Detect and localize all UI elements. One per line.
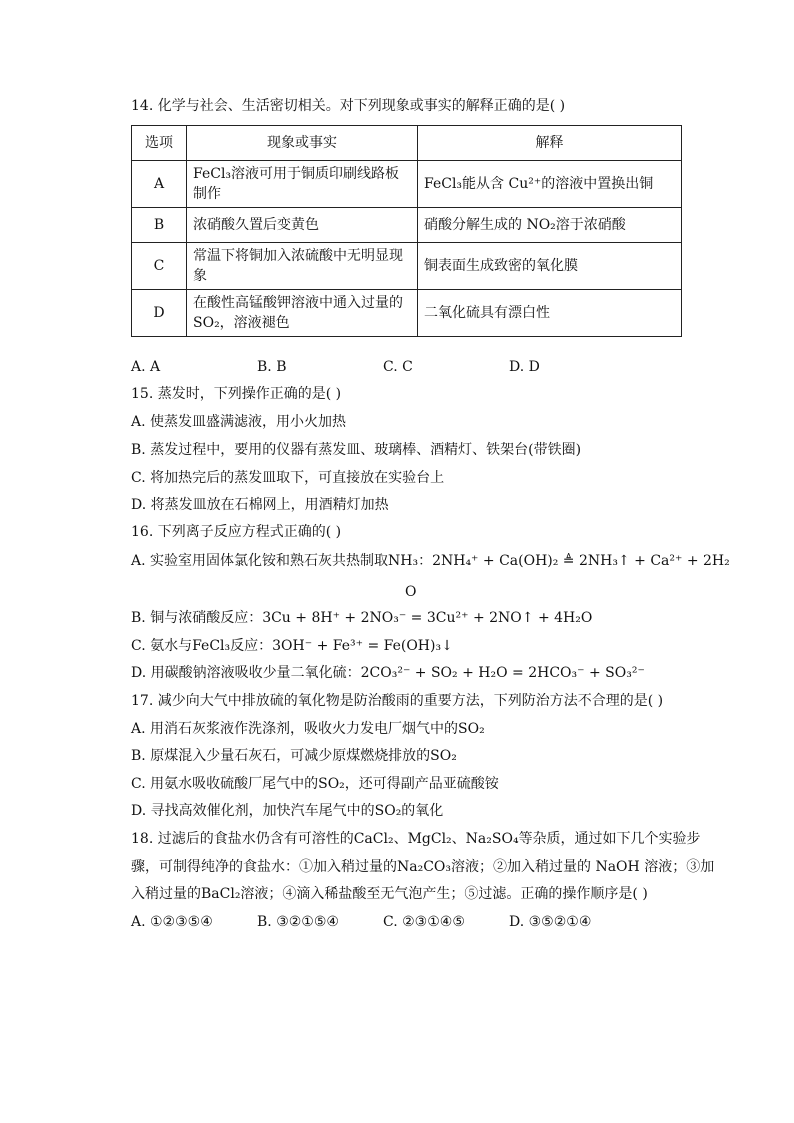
table-row [132, 290, 682, 337]
row-reason: 铜表面生成致密的氧化膜 [418, 243, 682, 290]
question-17-option-d[interactable]: D. 寻找高效催化剂，加快汽车尾气中的SO₂的氧化 [131, 803, 444, 819]
row-fact: 在酸性高锰酸钾溶液中通入过量的 SO₂，溶液褪色 [187, 290, 418, 337]
choice-b[interactable]: B. ③②①⑤④ [257, 914, 339, 930]
question-17-option-a[interactable]: A. 用消石灰浆液作洗涤剂，吸收火力发电厂烟气中的SO₂ [131, 721, 485, 737]
question-16-option-a[interactable]: A. 实验室用固体氯化铵和熟石灰共热制取NH₃：2NH₄⁺ + Ca(OH)₂ ≜ 2NH₃↑ + Ca²⁺ + 2H₂ [131, 553, 730, 569]
question-18-stem-line-2: 骤，可制得纯净的食盐水：①加入稍过量的Na₂CO₃溶液；②加入稍过量的 NaOH 溶液；③加 [131, 859, 715, 875]
choice-d[interactable]: D. D [509, 359, 540, 375]
question-17-option-b[interactable]: B. 原煤混入少量石灰石，可减少原煤燃烧排放的SO₂ [131, 748, 457, 764]
row-fact: 常温下将铜加入浓硫酸中无明显现象 [187, 243, 418, 290]
question-16-option-d[interactable]: D. 用碳酸钠溶液吸收少量二氧化硫：2CO₃²⁻ + SO₂ + H₂O = 2HCO₃⁻ + SO₃²⁻ [131, 665, 645, 681]
row-reason: FeCl₃能从含 Cu²⁺的溶液中置换出铜 [418, 161, 682, 208]
header-fact: 现象或事实 [187, 126, 418, 161]
question-15-option-a[interactable]: A. 使蒸发皿盛满滤液，用小火加热 [131, 414, 347, 430]
choice-d[interactable]: D. ③⑤②①④ [509, 914, 592, 930]
row-option: D [132, 290, 187, 337]
question-16-option-b[interactable]: B. 铜与浓硝酸反应：3Cu + 8H⁺ + 2NO₃⁻ = 3Cu²⁺ + 2NO↑ + 4H₂O [131, 610, 593, 626]
choice-c[interactable]: C. C [383, 359, 413, 375]
table-row [132, 243, 682, 290]
table-row [132, 161, 682, 208]
choice-a[interactable]: A. ①②③⑤④ [131, 914, 213, 930]
header-reason: 解释 [418, 126, 682, 161]
row-option: A [132, 161, 187, 208]
row-option: B [132, 208, 187, 243]
question-18-stem-line-3: 入稍过量的BaCl₂溶液；④滴入稀盐酸至无气泡产生；⑤过滤。正确的操作顺序是( ) [131, 886, 648, 902]
question-17-option-c[interactable]: C. 用氨水吸收硫酸厂尾气中的SO₂，还可得副产品亚硫酸铵 [131, 776, 499, 792]
question-16-option-c[interactable]: C. 氨水与FeCl₃反应：3OH⁻ + Fe³⁺ = Fe(OH)₃↓ [131, 638, 453, 654]
row-fact: 浓硝酸久置后变黄色 [187, 208, 418, 243]
row-reason: 二氧化硫具有漂白性 [418, 290, 682, 337]
choice-a[interactable]: A. A [131, 359, 161, 375]
question-18-stem-line-1: 18. 过滤后的食盐水仍含有可溶性的CaCl₂、MgCl₂、Na₂SO₄等杂质，通过如下几个实验步 [131, 831, 701, 847]
choice-b[interactable]: B. B [257, 359, 287, 375]
question-15-option-d[interactable]: D. 将蒸发皿放在石棉网上，用酒精灯加热 [131, 497, 389, 513]
question-14-stem: 14. 化学与社会、生活密切相关。对下列现象或事实的解释正确的是( ) [131, 98, 566, 114]
question-16-stem: 16. 下列离子反应方程式正确的( ) [131, 524, 342, 540]
explanation-table [131, 125, 682, 337]
choice-c[interactable]: C. ②③①④⑤ [383, 914, 465, 930]
row-fact: FeCl₃溶液可用于铜质印刷线路板制作 [187, 161, 418, 208]
question-15-stem: 15. 蒸发时，下列操作正确的是( ) [131, 386, 342, 402]
row-reason: 硝酸分解生成的 NO₂溶于浓硝酸 [418, 208, 682, 243]
table-row [132, 208, 682, 243]
header-option: 选项 [132, 126, 187, 161]
question-17-stem: 17. 减少向大气中排放硫的氧化物是防治酸雨的重要方法，下列防治方法不合理的是( ) [131, 693, 664, 709]
row-option: C [132, 243, 187, 290]
table-header-row [132, 126, 682, 161]
question-15-option-b[interactable]: B. 蒸发过程中，要用的仪器有蒸发皿、玻璃棒、酒精灯、铁架台(带铁圈) [131, 442, 582, 458]
question-15-option-c[interactable]: C. 将加热完后的蒸发皿取下，可直接放在实验台上 [131, 470, 445, 486]
question-16-option-a-continued: O [405, 584, 417, 600]
